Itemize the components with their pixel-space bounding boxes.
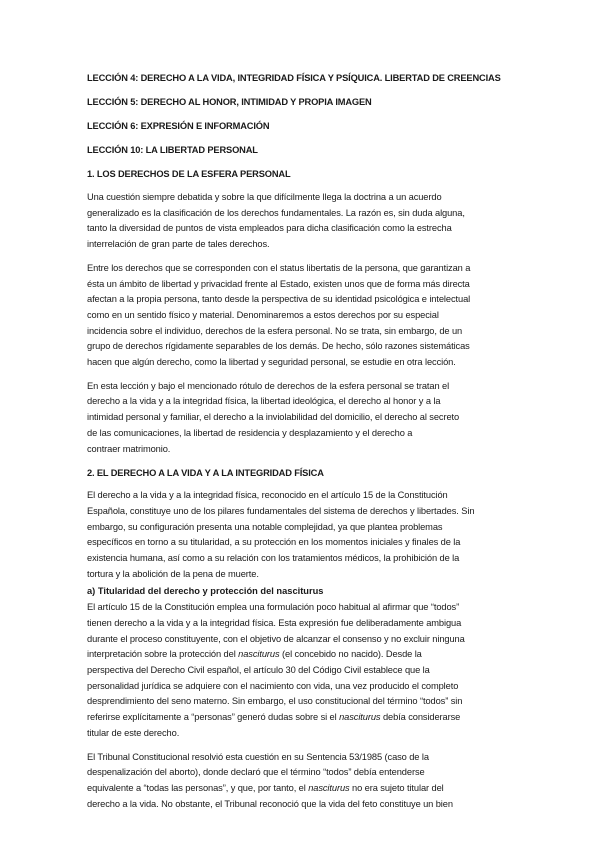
paragraph-line: interrelación de gran parte de tales derechos. [87,239,270,250]
paragraph-line: incidencia sobre el individuo, derechos de la esfera personal. No se trata, sin embargo, de un [87,325,463,336]
paragraph-4 [87,488,515,582]
section-heading-1: 1. LOS DERECHOS DE LA ESFERA PERSONAL [87,169,291,179]
paragraph-1 [87,190,515,253]
line-text: (el concebido no nacido). Desde la [282,649,422,660]
paragraph-line: generalizado es la clasificación de los derechos fundamentales. La razón es, sin duda alguna, [87,207,465,218]
paragraph-line: desprendimiento del seno materno. Sin embargo, el uso constitucional del término “todos” sin [87,696,463,707]
paragraph-line [87,781,515,797]
line-text: debía considerarse [382,712,461,723]
paragraph-line: específicos en torno a su titularidad, a su protección en los momentos iniciales y finales de la [87,537,461,548]
paragraph-line: El derecho a la vida y a la integridad física, reconocido en el artículo 15 de la Constitución [87,490,448,501]
paragraph-line [87,647,515,663]
line-text: interpretación sobre la protección del [87,649,239,660]
document-page [87,66,515,812]
paragraph-line: Una cuestión siempre debatida y sobre la que difícilmente llega la doctrina a un acuerdo [87,192,442,202]
paragraph-line: durante el proceso constituyente, con el objetivo de alcanzar el consenso y no excluir ninguna [87,633,465,644]
section-heading-2: 2. EL DERECHO A LA VIDA Y A LA INTEGRIDAD FÍSICA [87,468,324,479]
paragraph-line: Entre los derechos que se corresponden con el status libertatis de la persona, que garantizan a [87,262,471,273]
paragraph-line: El artículo 15 de la Constitución emplea una formulación poco habitual al afirmar que “todos” [87,602,460,613]
paragraph-line: perspectiva del Derecho Civil español, el artículo 30 del Código Civil establece que la [87,664,430,675]
paragraph-line: derecho a la vida. No obstante, el Tribunal reconoció que la vida del feto constituye un bien [87,798,453,809]
line-text: referirse explícitamente a “personas” generó dudas sobre si el [87,712,340,723]
nasciturus-term: nasciturus [238,649,280,660]
paragraph-2 [87,261,515,371]
paragraph-line: tortura y la abolición de la pena de muerte. [87,568,259,579]
paragraph-6 [87,750,515,813]
paragraph-line: personalidad jurídica se adquiere con el nacimiento con vida, una vez producido el completo [87,680,459,691]
paragraph-line [87,710,515,726]
paragraph-line: grupo de derechos rígidamente separables de los demás. De hecho, sólo razones sistemáticas [87,341,470,352]
paragraph-line: embargo, su configuración presenta una notable complejidad, ya que plantea problemas [87,521,443,532]
heading-leccion-4: LECCIÓN 4: DERECHO A LA VIDA, INTEGRIDAD FÍSICA Y PSÍQUICA. LIBERTAD DE CREENCIAS [87,73,501,83]
line-text: equivalente a “todas las personas”, y que, por tanto, el [87,782,309,793]
paragraph-3 [87,379,515,458]
paragraph-line: derecho a la vida y a la integridad física, la libertad ideológica, el derecho al honor y a la [87,396,441,407]
paragraph-line: tienen derecho a la vida y a la integridad física. Esta expresión fue deliberadamente ambigua [87,617,462,628]
paragraph-line: intimidad personal y familiar, el derecho a la inviolabilidad del domicilio, el derecho al secreto [87,412,460,423]
paragraph-line: existencia humana, así como a su relación con los tratamientos médicos, la prohibición de la [87,553,460,564]
paragraph-line: ésta un ámbito de libertad y privacidad frente al Estado, existen unos que de forma más directa [87,278,470,289]
paragraph-line: contraer matrimonio. [87,443,171,454]
nasciturus-term: nasciturus [308,782,350,793]
paragraph-line: como en un sentido físico y material. Denominaremos a estos derechos por su especial [87,309,439,320]
heading-leccion-6: LECCIÓN 6: EXPRESIÓN E INFORMACIÓN [87,121,270,131]
paragraph-line: titular de este derecho. [87,727,180,738]
paragraph-line: hacen que algún derecho, como la libertad y seguridad personal, se estudie en otra lección. [87,357,456,368]
paragraph-5 [87,600,515,741]
heading-leccion-10: LECCIÓN 10: LA LIBERTAD PERSONAL [87,145,258,155]
paragraph-line: En esta lección y bajo el mencionado rótulo de derechos de la esfera personal se tratan el [87,380,450,391]
paragraph-line: afectan a la propia persona, tanto desde la perspectiva de su identidad psicológica e intelectual [87,294,471,305]
nasciturus-term: nasciturus [339,712,381,723]
line-text: no era sujeto titular del [352,782,444,793]
paragraph-line: tanto la diversidad de puntos de vista empleados para dicha clasificación como la estrecha [87,223,452,234]
subsection-heading-a: a) Titularidad del derecho y protección del nasciturus [87,586,324,597]
heading-leccion-5: LECCIÓN 5: DERECHO AL HONOR, INTIMIDAD Y PROPIA IMAGEN [87,97,372,107]
paragraph-line: El Tribunal Constitucional resolvió esta cuestión en su Sentencia 53/1985 (caso de la [87,751,429,762]
paragraph-line: Española, constituye uno de los pilares fundamentales del sistema de derechos y libertades. Sin [87,505,475,516]
paragraph-line: despenalización del aborto), donde declaró que el término “todos” debía entenderse [87,767,425,778]
paragraph-line: de las comunicaciones, la libertad de residencia y desplazamiento y el derecho a [87,427,413,438]
